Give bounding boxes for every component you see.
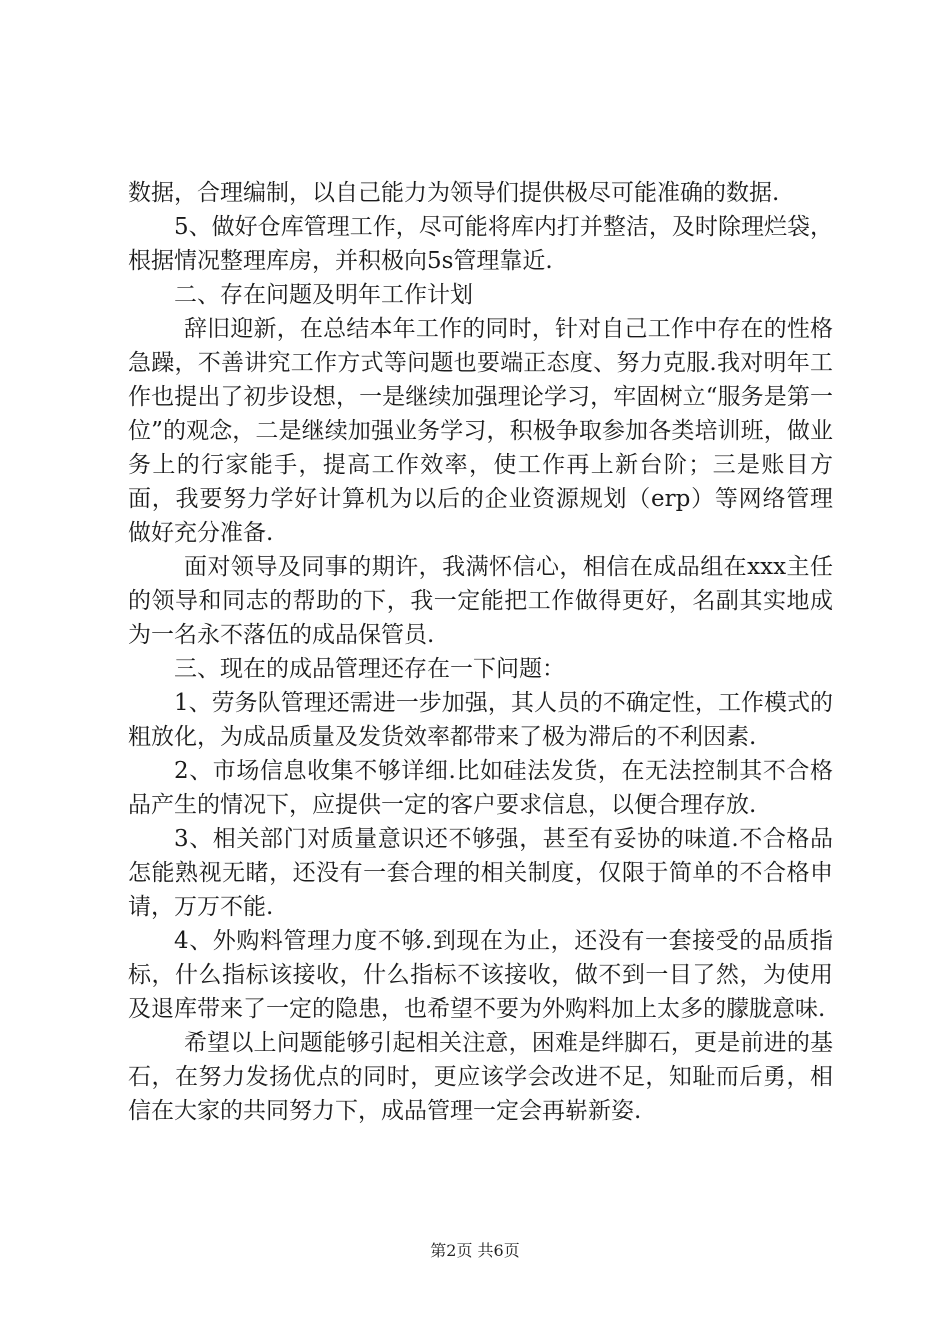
- paragraph-item-5: 5、做好仓库管理工作，尽可能将库内打并整洁，及时除理烂袋，根据情况整理库房，并积极向5s管理靠近.: [128, 214, 833, 274]
- paragraph-issue-4: 4、外购料管理力度不够.到现在为止，还没有一套接受的品质指标，什么指标该接收，什么指标不该接收，做不到一目了然，为使用及退库带来了一定的隐患，也希望不要为外购料加上太多的朦胧意味.: [128, 928, 833, 1022]
- paragraph-confidence: 面对领导及同事的期许，我满怀信心，相信在成品组在xxx主任的领导和同志的帮助的下，我一定能把工作做得更好，名副其实地成为一名永不落伍的成品保管员.: [128, 554, 833, 648]
- page-number-footer: 第2页 共6页: [430, 1241, 520, 1260]
- paragraph-continuation: 数据，合理编制，以自己能力为领导们提供极尽可能准确的数据.: [128, 180, 780, 206]
- paragraph-issue-3: 3、相关部门对质量意识还不够强，甚至有妥协的味道.不合格品怎能熟视无睹，还没有一套合理的相关制度，仅限于简单的不合格申请，万万不能.: [128, 826, 833, 920]
- paragraph-conclusion: 希望以上问题能够引起相关注意，困难是绊脚石，更是前进的基石，在努力发扬优点的同时，更应该学会改进不足，知耻而后勇，相信在大家的共同努力下，成品管理一定会再崭新姿.: [128, 1030, 833, 1124]
- section-heading-2: 二、存在问题及明年工作计划: [174, 282, 473, 308]
- section-heading-3: 三、现在的成品管理还存在一下问题：: [174, 656, 565, 682]
- paragraph-issue-2: 2、市场信息收集不够详细.比如硅法发货，在无法控制其不合格品产生的情况下，应提供一定的客户要求信息，以便合理存放.: [128, 758, 833, 818]
- paragraph-plan: 辞旧迎新，在总结本年工作的同时，针对自己工作中存在的性格急躁，不善讲究工作方式等问题也要端正态度、努力克服.我对明年工作也提出了初步设想，一是继续加强理论学习，牢固树立“服务是第一位”的观念，二是继续加强业务学习，积极争取参加各类培训班，做业务上的行家能手，提高工作效率，使工作再上新台阶；三是账目方面，我要努力学好计算机为以后的企业资源规划（erp）等网络管理做好充分准备.: [128, 316, 833, 546]
- document-body: [128, 176, 833, 1128]
- paragraph-issue-1: 1、劳务队管理还需进一步加强，其人员的不确定性，工作模式的粗放化，为成品质量及发货效率都带来了极为滞后的不利因素.: [128, 690, 833, 750]
